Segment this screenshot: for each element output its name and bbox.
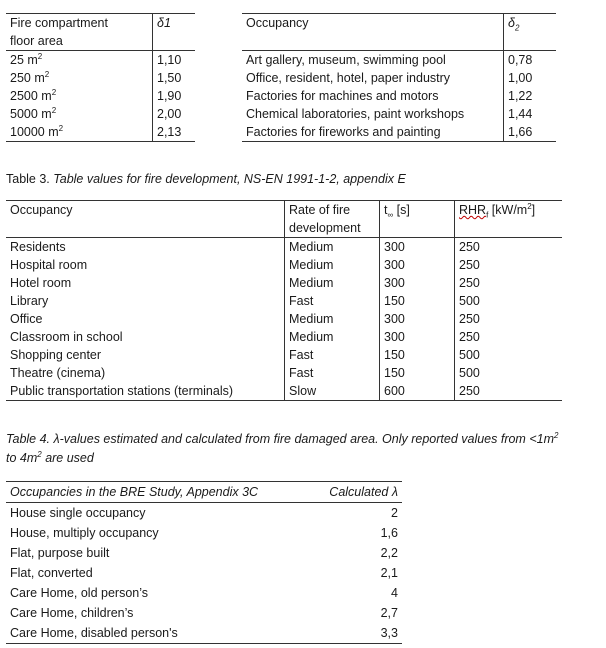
t1-header-area: Fire compartment floor area xyxy=(6,14,153,51)
lambda-values-table xyxy=(6,481,402,644)
t3-time-cell: 150 xyxy=(380,364,455,382)
table-row xyxy=(6,238,562,257)
t1-area-cell: 250 $m^2$ xyxy=(6,69,153,87)
t2-occupancy-cell: Chemical laboratories, paint workshops xyxy=(242,105,504,123)
occupancy-delta2-table xyxy=(242,13,556,142)
table-row xyxy=(6,310,562,328)
t3-rhr-cell: 250 xyxy=(459,276,480,290)
t2-value-cell: 0,78 xyxy=(508,53,533,67)
t4-value-cell: 2,2 xyxy=(380,546,398,560)
t1-area-cell: 5000 $m^2$ xyxy=(6,105,153,123)
t3-time-cell: 600 xyxy=(380,382,455,401)
table4-caption-line1: Table 4. λ-values estimated and calculated from fire damaged area. Only reported values from $<1m^2$ xyxy=(6,430,559,446)
t3-rhr-cell: 250 xyxy=(459,312,480,326)
t3-occupancy-cell: Residents xyxy=(6,238,285,257)
table-row xyxy=(6,563,402,583)
table-row xyxy=(6,105,195,123)
table-row xyxy=(242,69,556,87)
t3-rate-cell: Slow xyxy=(285,382,380,401)
t1-area-cell: 25 $m^2$ xyxy=(6,51,153,70)
t4-value-cell: 4 xyxy=(391,586,398,600)
t4-occupancy-cell: House, multiply occupancy xyxy=(10,526,159,540)
table3-caption-text: Table values for fire development, NS-EN 1991-1-2, appendix E xyxy=(53,172,406,186)
t4-value-cell: 3,3 xyxy=(311,623,402,644)
t4-value-cell: 2,7 xyxy=(380,606,398,620)
table-row xyxy=(6,364,562,382)
fire-development-table xyxy=(6,200,562,401)
t2-occupancy-cell: Art gallery, museum, swimming pool xyxy=(242,51,504,70)
t3-rate-cell: Medium xyxy=(285,256,380,274)
t4-occupancy-cell: Care Home, old person’s xyxy=(10,586,149,600)
table-row xyxy=(6,87,195,105)
t3-occupancy-cell: Classroom in school xyxy=(6,328,285,346)
t4-occupancy-cell: House single occupancy xyxy=(10,506,146,520)
t3-header-occupancy: Occupancy xyxy=(6,201,285,238)
t2-value-cell: 1,22 xyxy=(508,89,533,103)
t2-value-cell: 1,66 xyxy=(504,123,557,142)
table-row xyxy=(6,328,562,346)
t4-occupancy-cell: Care Home, children’s xyxy=(10,606,134,620)
table-row xyxy=(242,123,556,142)
table-row xyxy=(6,346,562,364)
table-row xyxy=(6,274,562,292)
t3-occupancy-cell: Theatre (cinema) xyxy=(6,364,285,382)
table-row xyxy=(6,583,402,603)
table-row xyxy=(6,69,195,87)
t3-time-cell: 150 xyxy=(380,292,455,310)
t1-value-cell: 1,50 xyxy=(157,71,182,85)
t3-occupancy-cell: Public transportation stations (terminals) xyxy=(6,382,285,401)
t3-rhr-cell: 500 xyxy=(459,366,480,380)
t3-occupancy-cell: Hospital room xyxy=(6,256,285,274)
table4-caption-line2: to $4m^2$ are used xyxy=(6,449,94,465)
t3-time-cell: 300 xyxy=(380,310,455,328)
t2-value-cell: 1,00 xyxy=(508,71,533,85)
t3-occupancy-cell: Office xyxy=(6,310,285,328)
table3-caption xyxy=(6,170,406,188)
t3-rate-cell: Fast xyxy=(285,346,380,364)
t2-occupancy-cell: Factories for fireworks and painting xyxy=(242,123,504,142)
t4-occupancy-cell: Flat, purpose built xyxy=(10,546,110,560)
t3-occupancy-cell: Shopping center xyxy=(6,346,285,364)
t3-time-cell: 300 xyxy=(380,256,455,274)
t3-rate-cell: Medium xyxy=(285,238,380,257)
t3-rate-cell: Fast xyxy=(285,292,380,310)
table-row xyxy=(6,256,562,274)
table-row xyxy=(6,382,562,401)
table-row xyxy=(6,543,402,563)
t2-header-delta2: $\delta_2$ xyxy=(504,14,557,51)
t1-header-delta1: δ1 xyxy=(153,14,196,51)
t2-value-cell: 1,44 xyxy=(508,107,533,121)
t1-area-cell: 2500 $m^2$ xyxy=(6,87,153,105)
table-row xyxy=(6,292,562,310)
t3-header-time: $t_\infty$ [s] xyxy=(380,201,455,238)
t3-rhr-cell: 250 xyxy=(455,382,563,401)
t3-rate-cell: Medium xyxy=(285,310,380,328)
t4-header-lambda: Calculated λ xyxy=(311,482,402,503)
t4-occupancy-cell: Care Home, disabled person's xyxy=(6,623,311,644)
table-row xyxy=(242,51,556,70)
t1-value-cell: 2,00 xyxy=(157,107,182,121)
t3-rhr-cell: 500 xyxy=(459,294,480,308)
t4-occupancy-cell: Flat, converted xyxy=(10,566,93,580)
t3-time-cell: 150 xyxy=(380,346,455,364)
t3-rate-cell: Fast xyxy=(285,364,380,382)
t3-time-cell: 300 xyxy=(380,328,455,346)
t3-rhr-cell: 500 xyxy=(459,348,480,362)
t3-occupancy-cell: Library xyxy=(6,292,285,310)
table-row xyxy=(6,123,195,142)
t1-area-cell: 10000 $m^2$ xyxy=(6,123,153,142)
t1-value-cell: 1,90 xyxy=(157,89,182,103)
t3-rate-cell: Medium xyxy=(285,328,380,346)
table-row xyxy=(6,623,402,644)
t3-occupancy-cell: Hotel room xyxy=(6,274,285,292)
t3-rate-cell: Medium xyxy=(285,274,380,292)
table-row xyxy=(242,105,556,123)
t3-rhr-cell: 250 xyxy=(459,258,480,272)
t4-value-cell: 2 xyxy=(391,506,398,520)
table-row xyxy=(6,523,402,543)
t3-rhr-cell: 250 xyxy=(459,240,480,254)
floor-area-delta1-table xyxy=(6,13,195,142)
t3-rhr-cell: 250 xyxy=(459,330,480,344)
t1-value-cell: 1,10 xyxy=(157,53,182,67)
t3-header-rhr: $RHR_f$ $[kW/m^2]$ xyxy=(455,201,563,238)
t2-occupancy-cell: Office, resident, hotel, paper industry xyxy=(242,69,504,87)
t1-value-cell: 2,13 xyxy=(153,123,196,142)
table-row xyxy=(6,51,195,70)
table-row xyxy=(6,503,402,524)
t2-header-occupancy: Occupancy xyxy=(242,14,504,51)
t4-value-cell: 1,6 xyxy=(380,526,398,540)
table-row xyxy=(6,603,402,623)
t3-header-rate: Rate of fire development xyxy=(285,201,380,238)
table-row xyxy=(242,87,556,105)
t4-value-cell: 2,1 xyxy=(380,566,398,580)
t2-occupancy-cell: Factories for machines and motors xyxy=(242,87,504,105)
t3-time-cell: 300 xyxy=(380,238,455,257)
t3-time-cell: 300 xyxy=(380,274,455,292)
table3-caption-prefix: Table 3. xyxy=(6,172,50,186)
t4-header-occupancy: Occupancies in the BRE Study, Appendix 3C xyxy=(6,482,311,503)
